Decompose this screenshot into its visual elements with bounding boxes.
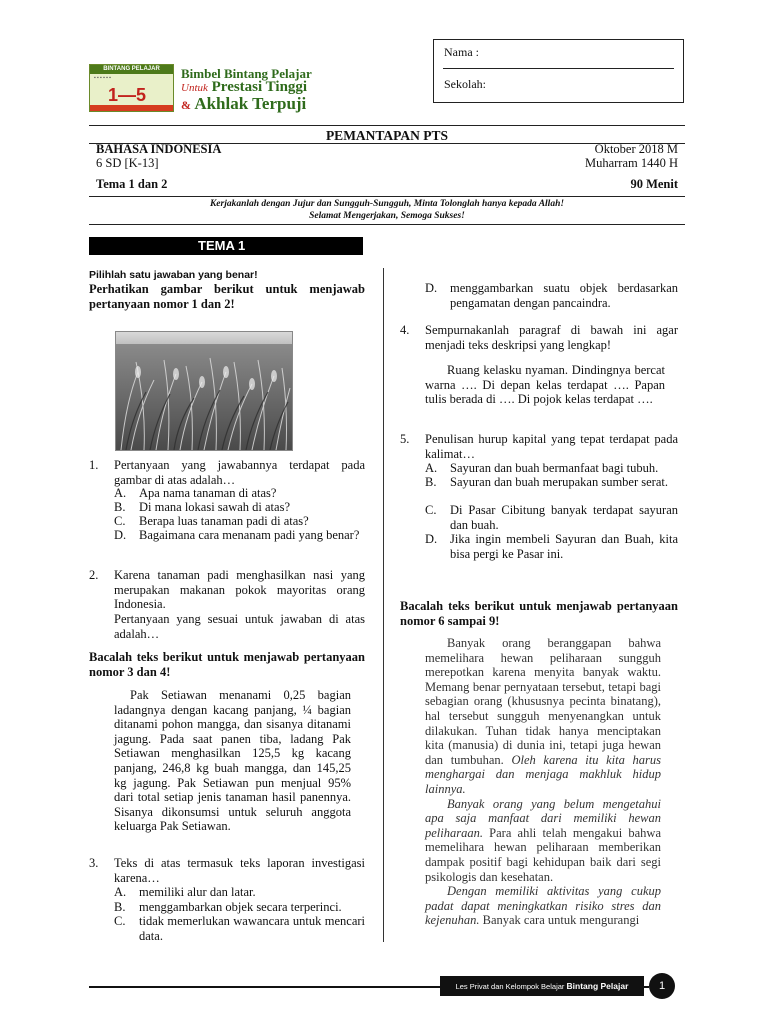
option-label: B. — [425, 475, 437, 489]
option-text: menggambarkan objek secara terperinci. — [139, 900, 342, 914]
footer-brand: Bintang Pelajar — [566, 981, 629, 991]
option-label: B. — [114, 900, 126, 914]
section-bar: TEMA 1 — [89, 237, 363, 255]
passage-2-text: Banyak cara untuk mengurangi — [482, 913, 640, 928]
subject: BAHASA INDONESIA — [96, 142, 222, 156]
brand-line-3 — [181, 94, 306, 114]
option-text: Bagaimana cara menanam padi yang benar? — [139, 528, 360, 542]
brand-line-2-text: Prestasi Tinggi — [211, 79, 308, 95]
logo-subtext: ▪ ▪ ▪ ▪ ▪ ▪ — [94, 76, 111, 81]
header-rule-bottom — [89, 224, 685, 225]
question-text: Penulisan hurup kapital yang tepat terdapat pada kalimat… — [425, 432, 678, 461]
logo — [89, 64, 174, 112]
theme: Tema 1 dan 2 — [96, 177, 168, 191]
footer-tab — [440, 976, 644, 996]
question-text: Pertanyaan yang jawabannya terdapat pada gambar di atas adalah… — [114, 458, 365, 487]
school-label: Sekolah: — [444, 77, 486, 91]
question-number: 3. — [89, 856, 99, 870]
logo-number: 1—5 — [108, 85, 147, 105]
header-rule-3 — [89, 196, 685, 197]
option-text: Berapa luas tanaman padi di atas? — [139, 514, 309, 528]
page-number: 1 — [649, 973, 675, 999]
passage-2-paragraph-2 — [425, 797, 661, 885]
option-text: Sayuran dan buah merupakan sumber serat. — [450, 475, 668, 489]
question-paragraph: Ruang kelasku nyaman. Dindingnya bercat warna …. Di depan kelas terdapat …. Papan tulis berada di …. Di pojok kelas terdapat …. — [425, 363, 665, 407]
option-label: C. — [114, 514, 126, 528]
brand-line-2-prefix: Untuk — [181, 82, 208, 94]
instruction: Pilihlah satu jawaban yang benar! — [89, 269, 258, 281]
duration: 90 Menit — [630, 177, 678, 191]
grade: 6 SD [K-13] — [96, 156, 159, 170]
date-hijri: Muharram 1440 H — [584, 156, 678, 170]
option-label: C. — [114, 914, 126, 928]
option-label: D. — [114, 528, 127, 542]
option-label: C. — [425, 503, 437, 517]
passage-1: Pak Setiawan menanami 0,25 bagian ladangnya dengan kacang panjang, ¼ bagian ditanami pohon mangga, dan sisanya ditanami jagung. Pada saat panen tiba, ladang Pak Setiawan menghasilkan 125,5 kg kacang panjang, 246,8 kg buah mangga, dan 145,25 kg jagung. Pak Setiawan pun menjual 95% dari total setiap jenis tanaman hasil panennya. Sisanya dikonsumsi untuk seluruh anggota keluarga Pak Setiawan. — [114, 688, 351, 834]
rice-plants-icon — [116, 332, 292, 450]
question-number: 2. — [89, 568, 99, 582]
question-text: Karena tanaman padi menghasilkan nasi yang merupakan makanan pokok mayoritas orang Indonesia. — [114, 568, 365, 612]
image-intro: Perhatikan gambar berikut untuk menjawab pertanyaan nomor 1 dan 2! — [89, 282, 365, 311]
brand-line-1: Bimbel Bintang Pelajar — [181, 66, 312, 81]
brand-line-3-prefix: & — [181, 98, 191, 112]
date-masehi: Oktober 2018 M — [594, 142, 678, 156]
option-text: Di Pasar Cibitung banyak terdapat sayuran dan buah. — [450, 503, 678, 532]
option-label: A. — [114, 486, 127, 500]
passage-2-text: Banyak orang beranggapan bahwa memelihara hewan peliharaan sungguh merepotkan karena menyita banyak waktu. Memang benar pernyataan tersebut, tetapi bagi sebagian orang (khususnya pecinta binatang), hal tersebut sungguh menyenangkan untuk dilakukan. Tuhan tidak hanya menciptakan kita (manusia) di dunia ini, tetapi juga hewan dan tumbuhan. — [425, 636, 661, 767]
question-text: Teks di atas termasuk teks laporan investigasi karena… — [114, 856, 365, 885]
passage-2-italic: Dengan memiliki aktivitas yang cukup padat dapat meningkatkan risiko stres dan kejenuhan. — [425, 884, 661, 928]
option-text: Apa nama tanaman di atas? — [139, 486, 277, 500]
name-label: Nama : — [444, 45, 479, 59]
option-label: D. — [425, 532, 438, 546]
question-text: Sempurnakanlah paragraf di bawah ini agar menjadi teks deskripsi yang lengkap! — [425, 323, 678, 352]
reading-intro-2: Bacalah teks berikut untuk menjawab pertanyaan nomor 6 sampai 9! — [400, 599, 678, 628]
motto-line-1: Kerjakanlah dengan Jujur dan Sungguh-Sungguh, Minta Tolonglah hanya kepada Allah! — [209, 199, 565, 209]
option-text: Sayuran dan buah bermanfaat bagi tubuh. — [450, 461, 659, 475]
option-label: A. — [425, 461, 438, 475]
option-text: Di mana lokasi sawah di atas? — [139, 500, 290, 514]
passage-2-italic: Banyak orang yang belum mengetahui apa saja manfaat dari memiliki hewan peliharaan. — [425, 796, 661, 840]
logo-footer-band — [90, 105, 173, 111]
option-label: B. — [114, 500, 126, 514]
question-number: 4. — [400, 323, 410, 337]
column-divider — [383, 268, 384, 942]
option-text: memiliki alur dan latar. — [139, 885, 256, 899]
reading-intro-1: Bacalah teks berikut untuk menjawab pertanyaan nomor 3 dan 4! — [89, 650, 365, 679]
option-label: A. — [114, 885, 127, 899]
option-label: D. — [425, 281, 438, 295]
question-number: 5. — [400, 432, 410, 446]
option-text: menggambarkan suatu objek berdasarkan pengamatan dengan pancaindra. — [450, 281, 678, 310]
passage-2 — [425, 636, 661, 928]
footer-text: Les Privat dan Kelompok Belajar — [455, 982, 565, 991]
name-line — [443, 68, 674, 69]
passage-2-text: Para ahli telah mengakui bahwa memelihara hewan peliharaan memberikan dampak positif bagi kehidupan baik dari segi psikologis dan kesehatan. — [425, 825, 661, 884]
question-number: 1. — [89, 458, 99, 472]
passage-2-italic: Oleh karena itu kita harus menghargai dan menjaga makhluk hidup lainnya. — [425, 752, 662, 796]
logo-text: BINTANG PELAJAR — [90, 65, 173, 74]
exam-title: PEMANTAPAN PTS — [325, 128, 449, 143]
option-text: tidak memerlukan wawancara untuk mencari data. — [139, 914, 365, 943]
passage-2-paragraph-3 — [425, 884, 661, 928]
option-text: Jika ingin membeli Sayuran dan Buah, kita bisa pergi ke Pasar ini. — [450, 532, 678, 561]
brand-line-3-text: Akhlak Terpuji — [194, 94, 307, 113]
rice-field-photo — [115, 331, 293, 451]
question-text-2: Pertanyaan yang sesuai untuk jawaban di atas adalah… — [114, 612, 365, 641]
header-rule-top — [89, 125, 685, 126]
identity-box — [433, 39, 684, 103]
passage-2-paragraph-1 — [425, 636, 661, 797]
motto-line-2: Selamat Mengerjakan, Semoga Sukses! — [309, 211, 465, 221]
